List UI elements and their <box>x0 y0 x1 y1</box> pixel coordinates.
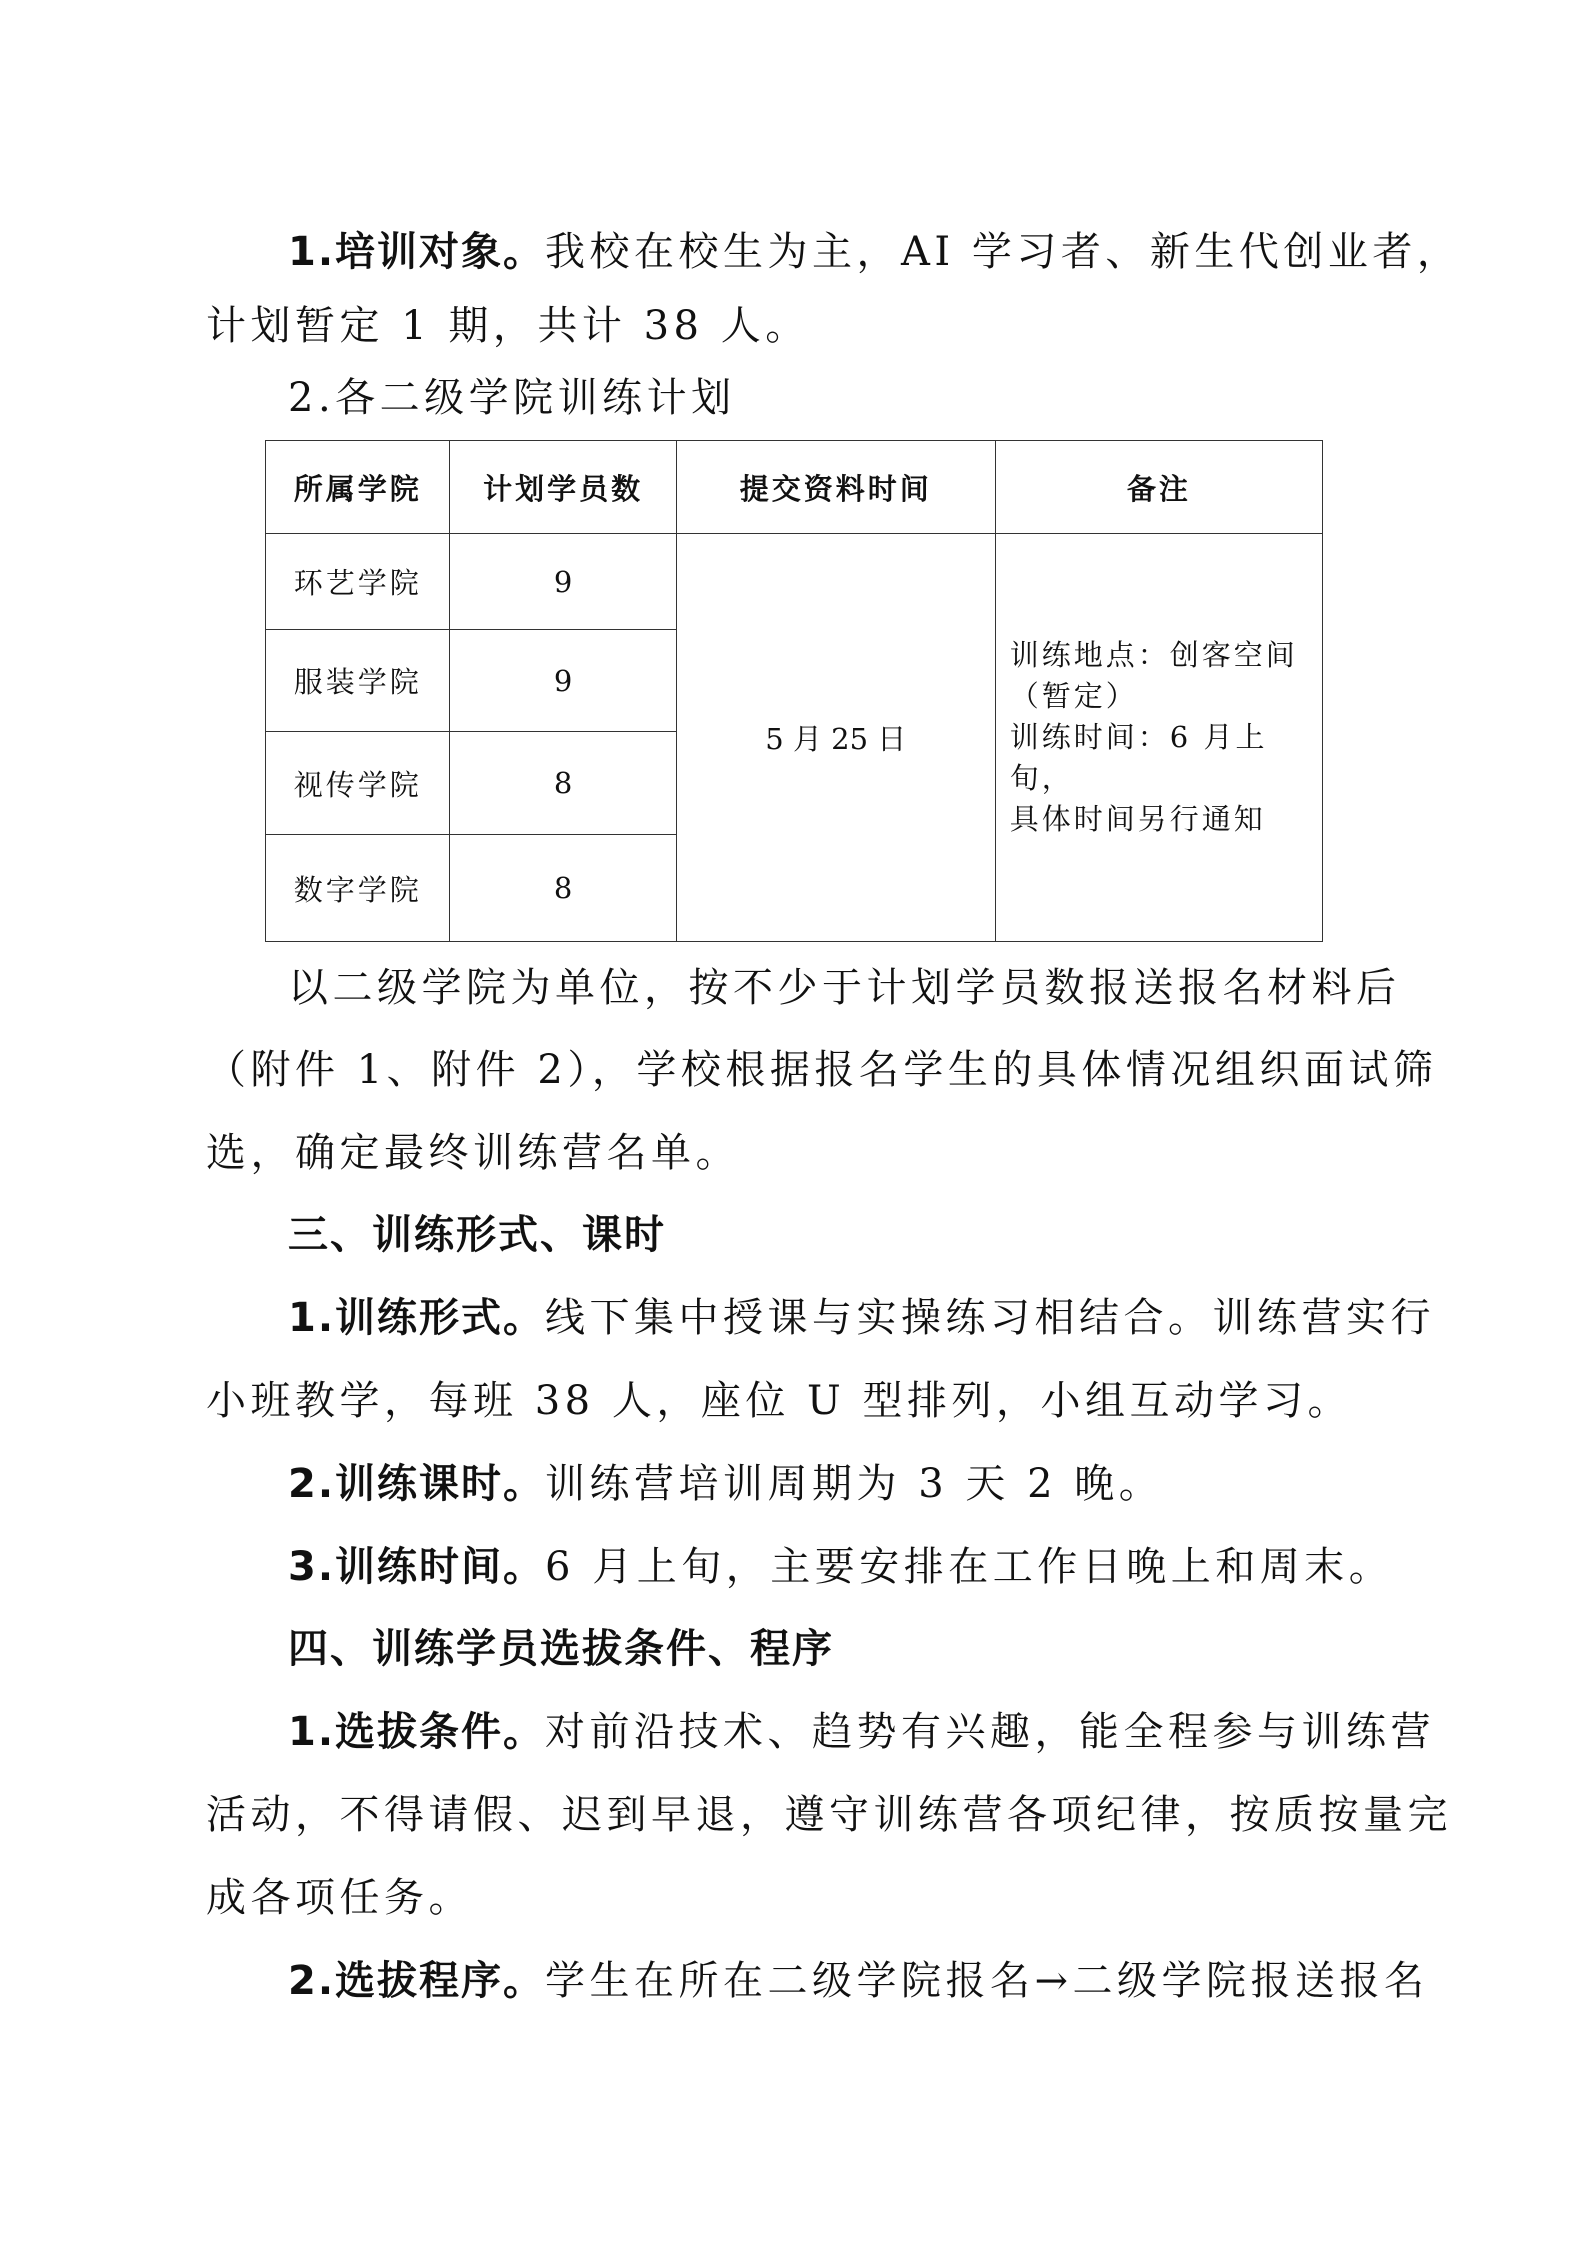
note-line: 具体时间另行通知 <box>1009 802 1266 836</box>
para-selection-l1 <box>288 1706 1468 1758</box>
cell-college: 环艺学院 <box>266 534 450 630</box>
text-selection: 对前沿技术、趋势有兴趣，能全程参与训练营 <box>545 1709 1436 1755</box>
cell-count: 9 <box>450 630 676 732</box>
para-training-target-l2: 计划暂定 1 期，共计 38 人。 <box>206 303 810 349</box>
text-format: 线下集中授课与实操练习相结合。训练营实行 <box>545 1295 1436 1341</box>
cell-college: 服装学院 <box>266 630 450 732</box>
cell-college: 数字学院 <box>266 835 450 942</box>
para-training-target-l1 <box>288 226 1468 278</box>
label-procedure: 2.选拔程序。 <box>288 1958 546 2004</box>
text-time: 6 月上旬，主要安排在工作日晚上和周末。 <box>545 1544 1394 1590</box>
para-selection-l3: 成各项任务。 <box>206 1875 473 1921</box>
section-heading-3: 三、训练形式、课时 <box>288 1212 666 1258</box>
subheading-college-plan: 2.各二级学院训练计划 <box>288 375 736 421</box>
note-line: （暂定） <box>1009 679 1138 713</box>
text-hours: 训练营培训周期为 3 天 2 晚。 <box>545 1461 1164 1507</box>
header-count: 计划学员数 <box>450 441 676 534</box>
header-college: 所属学院 <box>266 441 450 534</box>
para-format-l1 <box>288 1292 1468 1344</box>
para-registration-l3: 选，确定最终训练营名单。 <box>206 1130 740 1176</box>
para-procedure-l1 <box>288 1955 1468 2007</box>
table-header-row <box>266 441 1323 534</box>
label-selection: 1.选拔条件。 <box>288 1709 546 1755</box>
note-line: 训练地点：创客空间 <box>1009 638 1298 672</box>
para-hours <box>288 1458 1468 1510</box>
note-line: 训练时间：6 月上旬， <box>1009 720 1268 795</box>
cell-note <box>995 534 1322 942</box>
para-registration-l2: （附件 1、附件 2），学校根据报名学生的具体情况组织面试筛 <box>206 1047 1438 1093</box>
cell-college: 视传学院 <box>266 732 450 835</box>
cell-count: 9 <box>450 534 676 630</box>
para-selection-l2: 活动，不得请假、迟到早退，遵守训练营各项纪律，按质按量完 <box>206 1792 1452 1838</box>
college-plan-table <box>265 440 1323 942</box>
text-procedure: 学生在所在二级学院报名→二级学院报送报名 <box>545 1958 1429 2004</box>
cell-submit-time: 5 月 25 日 <box>676 534 995 942</box>
label-time: 3.训练时间。 <box>288 1544 546 1590</box>
para-registration-l1: 以二级学院为单位，按不少于计划学员数报送报名材料后 <box>288 965 1401 1011</box>
para-format-l2: 小班教学，每班 38 人，座位 U 型排列，小组互动学习。 <box>206 1378 1352 1424</box>
table-row <box>266 534 1323 630</box>
label-training-target: 1.培训对象。 <box>288 229 546 275</box>
label-format: 1.训练形式。 <box>288 1295 546 1341</box>
header-note: 备注 <box>995 441 1322 534</box>
cell-count: 8 <box>450 835 676 942</box>
text-training-target: 我校在校生为主，AI 学习者、新生代创业者， <box>545 229 1462 275</box>
header-submit-time: 提交资料时间 <box>676 441 995 534</box>
cell-count: 8 <box>450 732 676 835</box>
para-time <box>288 1541 1468 1593</box>
label-hours: 2.训练课时。 <box>288 1461 546 1507</box>
section-heading-4: 四、训练学员选拔条件、程序 <box>288 1626 834 1672</box>
